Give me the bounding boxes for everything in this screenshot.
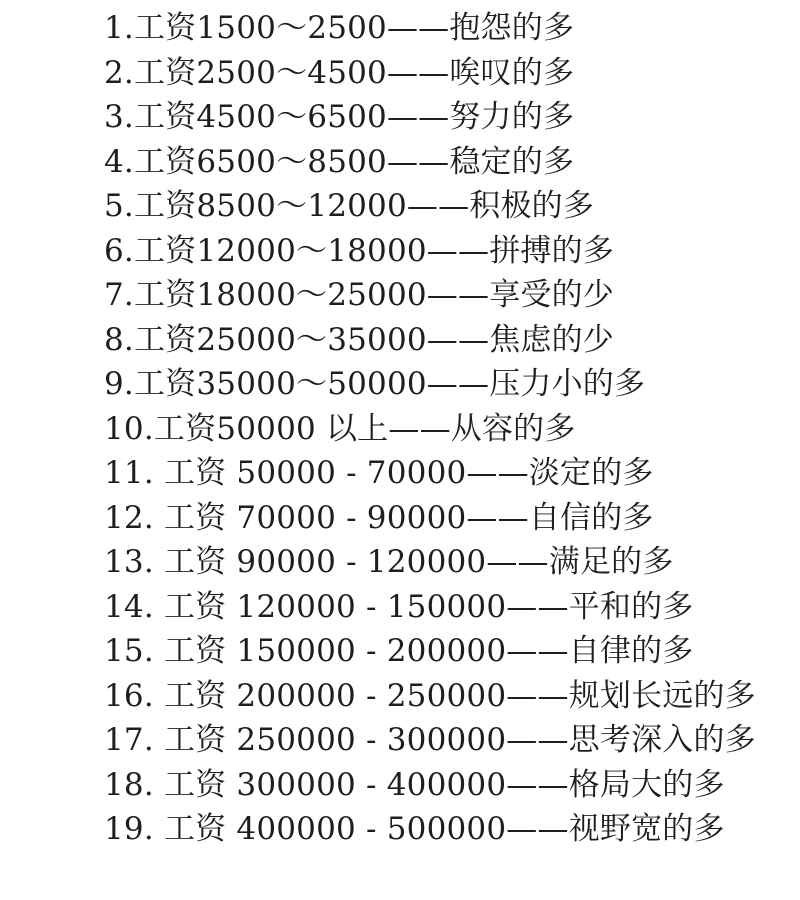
list-item: 8.工资25000～35000——焦虑的少 [104, 321, 615, 358]
list-item: 6.工资12000～18000——拼搏的多 [104, 232, 615, 269]
list-item: 9.工资35000～50000——压力小的多 [104, 366, 646, 402]
salary-list [104, 6, 756, 852]
list-item: 12. 工资 70000 - 90000——自信的多 [104, 499, 654, 536]
list-item: 19. 工资 400000 - 500000——视野宽的多 [104, 811, 725, 847]
list-item: 4.工资6500～8500——稳定的多 [104, 143, 575, 180]
faint-watermark [773, 875, 777, 888]
list-item: 1.工资1500～2500——抱怨的多 [104, 10, 575, 46]
list-item: 14. 工资 120000 - 150000——平和的多 [104, 588, 694, 625]
list-item: 2.工资2500～4500——唉叹的多 [104, 54, 575, 91]
list-item: 17. 工资 250000 - 300000——思考深入的多 [104, 722, 756, 758]
list-item: 11. 工资 50000 - 70000——淡定的多 [104, 455, 654, 491]
list-item: 10.工资50000 以上——从容的多 [104, 410, 576, 447]
list-item: 18. 工资 300000 - 400000——格局大的多 [104, 766, 725, 803]
list-item: 16. 工资 200000 - 250000——规划长远的多 [104, 677, 756, 714]
list-item: 13. 工资 90000 - 120000——满足的多 [104, 544, 674, 580]
list-item: 3.工资4500～6500——努力的多 [104, 99, 575, 135]
list-item: 7.工资18000～25000——享受的少 [104, 277, 615, 313]
list-item: 15. 工资 150000 - 200000——自律的多 [104, 633, 694, 669]
list-item: 5.工资8500～12000——积极的多 [104, 188, 595, 224]
